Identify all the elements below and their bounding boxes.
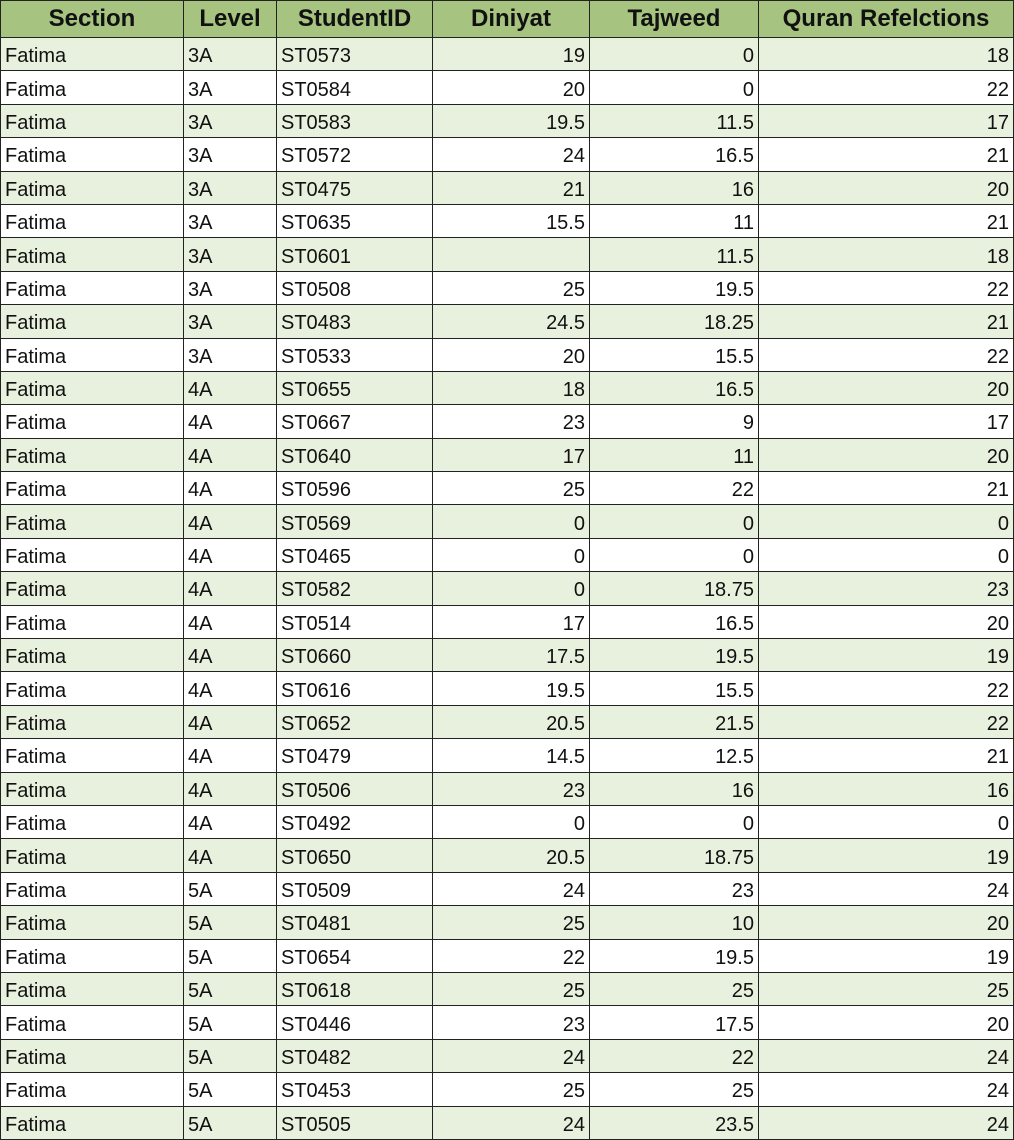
cell-diniyat[interactable]: 20 (433, 338, 590, 371)
cell-tajweed[interactable]: 16.5 (590, 138, 759, 171)
cell-quran-reflections[interactable]: 21 (759, 739, 1014, 772)
cell-quran-reflections[interactable]: 22 (759, 705, 1014, 738)
table-row (1, 672, 1014, 705)
cell-student-id[interactable]: ST0492 (277, 805, 433, 838)
cell-diniyat[interactable]: 15.5 (433, 204, 590, 237)
cell-diniyat[interactable]: 23 (433, 772, 590, 805)
cell-student-id[interactable]: ST0650 (277, 839, 433, 872)
cell-student-id[interactable]: ST0660 (277, 639, 433, 672)
table-row (1, 805, 1014, 838)
cell-quran-reflections[interactable]: 23 (759, 572, 1014, 605)
cell-quran-reflections[interactable]: 22 (759, 271, 1014, 304)
cell-diniyat[interactable]: 23 (433, 1006, 590, 1039)
cell-tajweed[interactable]: 0 (590, 538, 759, 571)
cell-student-id[interactable]: ST0583 (277, 104, 433, 137)
cell-quran-reflections[interactable]: 22 (759, 672, 1014, 705)
cell-level[interactable]: 4A (184, 672, 277, 705)
cell-section[interactable]: Fatima (1, 1106, 184, 1139)
cell-student-id[interactable]: ST0573 (277, 38, 433, 71)
table-row (1, 71, 1014, 104)
header-student-id[interactable]: StudentID (277, 1, 433, 38)
cell-quran-reflections[interactable]: 21 (759, 472, 1014, 505)
cell-diniyat[interactable]: 17 (433, 605, 590, 638)
cell-tajweed[interactable]: 11.5 (590, 238, 759, 271)
cell-section[interactable]: Fatima (1, 238, 184, 271)
cell-quran-reflections[interactable]: 24 (759, 872, 1014, 905)
cell-student-id[interactable]: ST0505 (277, 1106, 433, 1139)
cell-tajweed[interactable]: 22 (590, 1039, 759, 1072)
cell-tajweed[interactable]: 16.5 (590, 605, 759, 638)
cell-quran-reflections[interactable]: 18 (759, 38, 1014, 71)
cell-quran-reflections[interactable]: 17 (759, 405, 1014, 438)
cell-quran-reflections[interactable]: 17 (759, 104, 1014, 137)
cell-diniyat[interactable]: 21 (433, 171, 590, 204)
cell-tajweed[interactable]: 16.5 (590, 371, 759, 404)
table-row (1, 1006, 1014, 1039)
cell-level[interactable]: 3A (184, 338, 277, 371)
cell-tajweed[interactable]: 25 (590, 1073, 759, 1106)
cell-student-id[interactable]: ST0475 (277, 171, 433, 204)
cell-tajweed[interactable]: 0 (590, 505, 759, 538)
cell-student-id[interactable]: ST0533 (277, 338, 433, 371)
cell-diniyat[interactable]: 20.5 (433, 839, 590, 872)
cell-tajweed[interactable]: 25 (590, 972, 759, 1005)
cell-diniyat[interactable]: 20.5 (433, 705, 590, 738)
table-row (1, 472, 1014, 505)
cell-tajweed[interactable]: 23.5 (590, 1106, 759, 1139)
table-row (1, 639, 1014, 672)
cell-quran-reflections[interactable]: 19 (759, 639, 1014, 672)
cell-level[interactable]: 5A (184, 1106, 277, 1139)
table-row (1, 271, 1014, 304)
table-row (1, 138, 1014, 171)
cell-level[interactable]: 4A (184, 371, 277, 404)
table-row (1, 1106, 1014, 1139)
table-row (1, 572, 1014, 605)
cell-quran-reflections[interactable]: 21 (759, 138, 1014, 171)
cell-section[interactable]: Fatima (1, 171, 184, 204)
cell-level[interactable]: 4A (184, 639, 277, 672)
cell-quran-reflections[interactable]: 20 (759, 371, 1014, 404)
table-row (1, 772, 1014, 805)
cell-diniyat[interactable]: 25 (433, 906, 590, 939)
cell-section[interactable]: Fatima (1, 1039, 184, 1072)
cell-quran-reflections[interactable]: 22 (759, 71, 1014, 104)
cell-tajweed[interactable]: 21.5 (590, 705, 759, 738)
cell-level[interactable]: 5A (184, 872, 277, 905)
cell-student-id[interactable]: ST0446 (277, 1006, 433, 1039)
table-row (1, 906, 1014, 939)
cell-tajweed[interactable]: 9 (590, 405, 759, 438)
cell-tajweed[interactable]: 11.5 (590, 104, 759, 137)
cell-level[interactable]: 3A (184, 171, 277, 204)
table-row (1, 538, 1014, 571)
cell-section[interactable]: Fatima (1, 371, 184, 404)
cell-student-id[interactable]: ST0481 (277, 906, 433, 939)
cell-diniyat[interactable]: 23 (433, 405, 590, 438)
cell-diniyat[interactable]: 0 (433, 505, 590, 538)
cell-tajweed[interactable]: 19.5 (590, 939, 759, 972)
cell-level[interactable]: 5A (184, 1039, 277, 1072)
cell-section[interactable]: Fatima (1, 839, 184, 872)
cell-diniyat[interactable]: 24 (433, 1039, 590, 1072)
cell-tajweed[interactable]: 10 (590, 906, 759, 939)
cell-level[interactable]: 4A (184, 805, 277, 838)
cell-level[interactable]: 4A (184, 605, 277, 638)
table-row (1, 939, 1014, 972)
cell-diniyat[interactable]: 24 (433, 872, 590, 905)
cell-quran-reflections[interactable]: 22 (759, 338, 1014, 371)
cell-student-id[interactable]: ST0509 (277, 872, 433, 905)
cell-diniyat[interactable]: 22 (433, 939, 590, 972)
cell-level[interactable]: 3A (184, 271, 277, 304)
header-row (1, 1, 1014, 38)
table-row (1, 405, 1014, 438)
cell-diniyat[interactable]: 24 (433, 1106, 590, 1139)
cell-quran-reflections[interactable]: 18 (759, 238, 1014, 271)
cell-section[interactable]: Fatima (1, 505, 184, 538)
cell-level[interactable]: 4A (184, 405, 277, 438)
cell-quran-reflections[interactable]: 0 (759, 505, 1014, 538)
header-tajweed[interactable]: Tajweed (590, 1, 759, 38)
cell-tajweed[interactable]: 15.5 (590, 672, 759, 705)
cell-section[interactable]: Fatima (1, 972, 184, 1005)
table-row (1, 872, 1014, 905)
cell-diniyat[interactable]: 25 (433, 972, 590, 1005)
cell-diniyat[interactable]: 19.5 (433, 104, 590, 137)
cell-quran-reflections[interactable]: 21 (759, 204, 1014, 237)
table-row (1, 238, 1014, 271)
cell-tajweed[interactable]: 16 (590, 171, 759, 204)
cell-tajweed[interactable]: 12.5 (590, 739, 759, 772)
table-row (1, 171, 1014, 204)
cell-section[interactable]: Fatima (1, 71, 184, 104)
cell-section[interactable]: Fatima (1, 572, 184, 605)
cell-section[interactable]: Fatima (1, 472, 184, 505)
cell-diniyat[interactable]: 20 (433, 71, 590, 104)
cell-student-id[interactable]: ST0569 (277, 505, 433, 538)
cell-student-id[interactable]: ST0506 (277, 772, 433, 805)
table-row (1, 104, 1014, 137)
cell-quran-reflections[interactable]: 0 (759, 805, 1014, 838)
cell-diniyat[interactable]: 25 (433, 271, 590, 304)
cell-section[interactable]: Fatima (1, 906, 184, 939)
cell-student-id[interactable]: ST0667 (277, 405, 433, 438)
cell-tajweed[interactable]: 18.75 (590, 839, 759, 872)
cell-level[interactable]: 4A (184, 705, 277, 738)
table-row (1, 1039, 1014, 1072)
cell-student-id[interactable]: ST0479 (277, 739, 433, 772)
cell-diniyat[interactable]: 17.5 (433, 639, 590, 672)
cell-student-id[interactable]: ST0618 (277, 972, 433, 1005)
cell-tajweed[interactable]: 15.5 (590, 338, 759, 371)
cell-section[interactable]: Fatima (1, 305, 184, 338)
cell-section[interactable]: Fatima (1, 104, 184, 137)
cell-student-id[interactable]: ST0508 (277, 271, 433, 304)
cell-tajweed[interactable]: 18.25 (590, 305, 759, 338)
cell-level[interactable]: 4A (184, 438, 277, 471)
cell-student-id[interactable]: ST0654 (277, 939, 433, 972)
header-quran-reflections[interactable]: Quran Refelctions (759, 1, 1014, 38)
cell-level[interactable]: 3A (184, 305, 277, 338)
cell-quran-reflections[interactable]: 24 (759, 1039, 1014, 1072)
table-row (1, 38, 1014, 71)
cell-level[interactable]: 3A (184, 238, 277, 271)
cell-tajweed[interactable]: 16 (590, 772, 759, 805)
cell-quran-reflections[interactable]: 24 (759, 1106, 1014, 1139)
cell-quran-reflections[interactable]: 20 (759, 171, 1014, 204)
cell-quran-reflections[interactable]: 19 (759, 839, 1014, 872)
cell-diniyat[interactable]: 19 (433, 38, 590, 71)
cell-quran-reflections[interactable]: 20 (759, 605, 1014, 638)
table-row (1, 739, 1014, 772)
cell-student-id[interactable]: ST0483 (277, 305, 433, 338)
cell-quran-reflections[interactable]: 16 (759, 772, 1014, 805)
cell-student-id[interactable]: ST0465 (277, 538, 433, 571)
cell-diniyat[interactable]: 18 (433, 371, 590, 404)
cell-student-id[interactable]: ST0601 (277, 238, 433, 271)
cell-section[interactable]: Fatima (1, 605, 184, 638)
cell-student-id[interactable]: ST0652 (277, 705, 433, 738)
table-row (1, 605, 1014, 638)
cell-tajweed[interactable]: 19.5 (590, 639, 759, 672)
cell-tajweed[interactable]: 23 (590, 872, 759, 905)
cell-level[interactable]: 5A (184, 906, 277, 939)
cell-section[interactable]: Fatima (1, 38, 184, 71)
cell-section[interactable]: Fatima (1, 872, 184, 905)
cell-student-id[interactable]: ST0514 (277, 605, 433, 638)
cell-diniyat[interactable]: 25 (433, 1073, 590, 1106)
cell-student-id[interactable]: ST0635 (277, 204, 433, 237)
header-level[interactable]: Level (184, 1, 277, 38)
cell-level[interactable]: 3A (184, 138, 277, 171)
cell-student-id[interactable]: ST0640 (277, 438, 433, 471)
table-row (1, 371, 1014, 404)
cell-level[interactable]: 5A (184, 1073, 277, 1106)
table-row (1, 305, 1014, 338)
cell-section[interactable]: Fatima (1, 338, 184, 371)
cell-section[interactable]: Fatima (1, 1006, 184, 1039)
table-row (1, 1073, 1014, 1106)
cell-section[interactable]: Fatima (1, 1073, 184, 1106)
cell-section[interactable]: Fatima (1, 805, 184, 838)
cell-quran-reflections[interactable]: 21 (759, 305, 1014, 338)
cell-level[interactable]: 4A (184, 839, 277, 872)
cell-section[interactable]: Fatima (1, 939, 184, 972)
cell-quran-reflections[interactable]: 20 (759, 1006, 1014, 1039)
cell-level[interactable]: 5A (184, 939, 277, 972)
table-row (1, 438, 1014, 471)
cell-diniyat[interactable]: 0 (433, 805, 590, 838)
cell-section[interactable]: Fatima (1, 639, 184, 672)
cell-quran-reflections[interactable]: 0 (759, 538, 1014, 571)
cell-student-id[interactable]: ST0482 (277, 1039, 433, 1072)
cell-section[interactable]: Fatima (1, 405, 184, 438)
cell-level[interactable]: 4A (184, 772, 277, 805)
header-diniyat[interactable]: Diniyat (433, 1, 590, 38)
cell-level[interactable]: 4A (184, 538, 277, 571)
cell-diniyat[interactable]: 0 (433, 572, 590, 605)
cell-student-id[interactable]: ST0584 (277, 71, 433, 104)
cell-tajweed[interactable]: 11 (590, 204, 759, 237)
cell-level[interactable]: 3A (184, 38, 277, 71)
cell-tajweed[interactable]: 19.5 (590, 271, 759, 304)
cell-tajweed[interactable]: 17.5 (590, 1006, 759, 1039)
cell-level[interactable]: 5A (184, 972, 277, 1005)
table-row (1, 505, 1014, 538)
cell-diniyat[interactable]: 14.5 (433, 739, 590, 772)
table-row (1, 705, 1014, 738)
table-row (1, 338, 1014, 371)
cell-section[interactable]: Fatima (1, 739, 184, 772)
cell-tajweed[interactable]: 0 (590, 38, 759, 71)
cell-quran-reflections[interactable]: 25 (759, 972, 1014, 1005)
cell-level[interactable]: 4A (184, 572, 277, 605)
cell-diniyat[interactable]: 24.5 (433, 305, 590, 338)
cell-tajweed[interactable]: 0 (590, 71, 759, 104)
cell-student-id[interactable]: ST0582 (277, 572, 433, 605)
cell-section[interactable]: Fatima (1, 672, 184, 705)
cell-level[interactable]: 3A (184, 71, 277, 104)
cell-section[interactable]: Fatima (1, 538, 184, 571)
table-row (1, 839, 1014, 872)
cell-student-id[interactable]: ST0453 (277, 1073, 433, 1106)
cell-quran-reflections[interactable]: 24 (759, 1073, 1014, 1106)
cell-tajweed[interactable]: 18.75 (590, 572, 759, 605)
cell-diniyat[interactable]: 19.5 (433, 672, 590, 705)
cell-quran-reflections[interactable]: 20 (759, 906, 1014, 939)
cell-level[interactable]: 4A (184, 505, 277, 538)
cell-level[interactable]: 4A (184, 472, 277, 505)
cell-student-id[interactable]: ST0655 (277, 371, 433, 404)
cell-diniyat[interactable]: 17 (433, 438, 590, 471)
cell-quran-reflections[interactable]: 20 (759, 438, 1014, 471)
cell-tajweed[interactable]: 11 (590, 438, 759, 471)
cell-diniyat[interactable] (433, 238, 590, 271)
cell-section[interactable]: Fatima (1, 138, 184, 171)
cell-level[interactable]: 3A (184, 204, 277, 237)
cell-tajweed[interactable]: 22 (590, 472, 759, 505)
cell-student-id[interactable]: ST0616 (277, 672, 433, 705)
cell-section[interactable]: Fatima (1, 204, 184, 237)
cell-level[interactable]: 3A (184, 104, 277, 137)
cell-section[interactable]: Fatima (1, 772, 184, 805)
cell-level[interactable]: 5A (184, 1006, 277, 1039)
cell-tajweed[interactable]: 0 (590, 805, 759, 838)
header-section[interactable]: Section (1, 1, 184, 38)
cell-diniyat[interactable]: 0 (433, 538, 590, 571)
cell-student-id[interactable]: ST0596 (277, 472, 433, 505)
cell-student-id[interactable]: ST0572 (277, 138, 433, 171)
cell-section[interactable]: Fatima (1, 271, 184, 304)
table-row (1, 204, 1014, 237)
cell-level[interactable]: 4A (184, 739, 277, 772)
cell-section[interactable]: Fatima (1, 438, 184, 471)
table-row (1, 972, 1014, 1005)
cell-section[interactable]: Fatima (1, 705, 184, 738)
cell-diniyat[interactable]: 25 (433, 472, 590, 505)
cell-diniyat[interactable]: 24 (433, 138, 590, 171)
cell-quran-reflections[interactable]: 19 (759, 939, 1014, 972)
